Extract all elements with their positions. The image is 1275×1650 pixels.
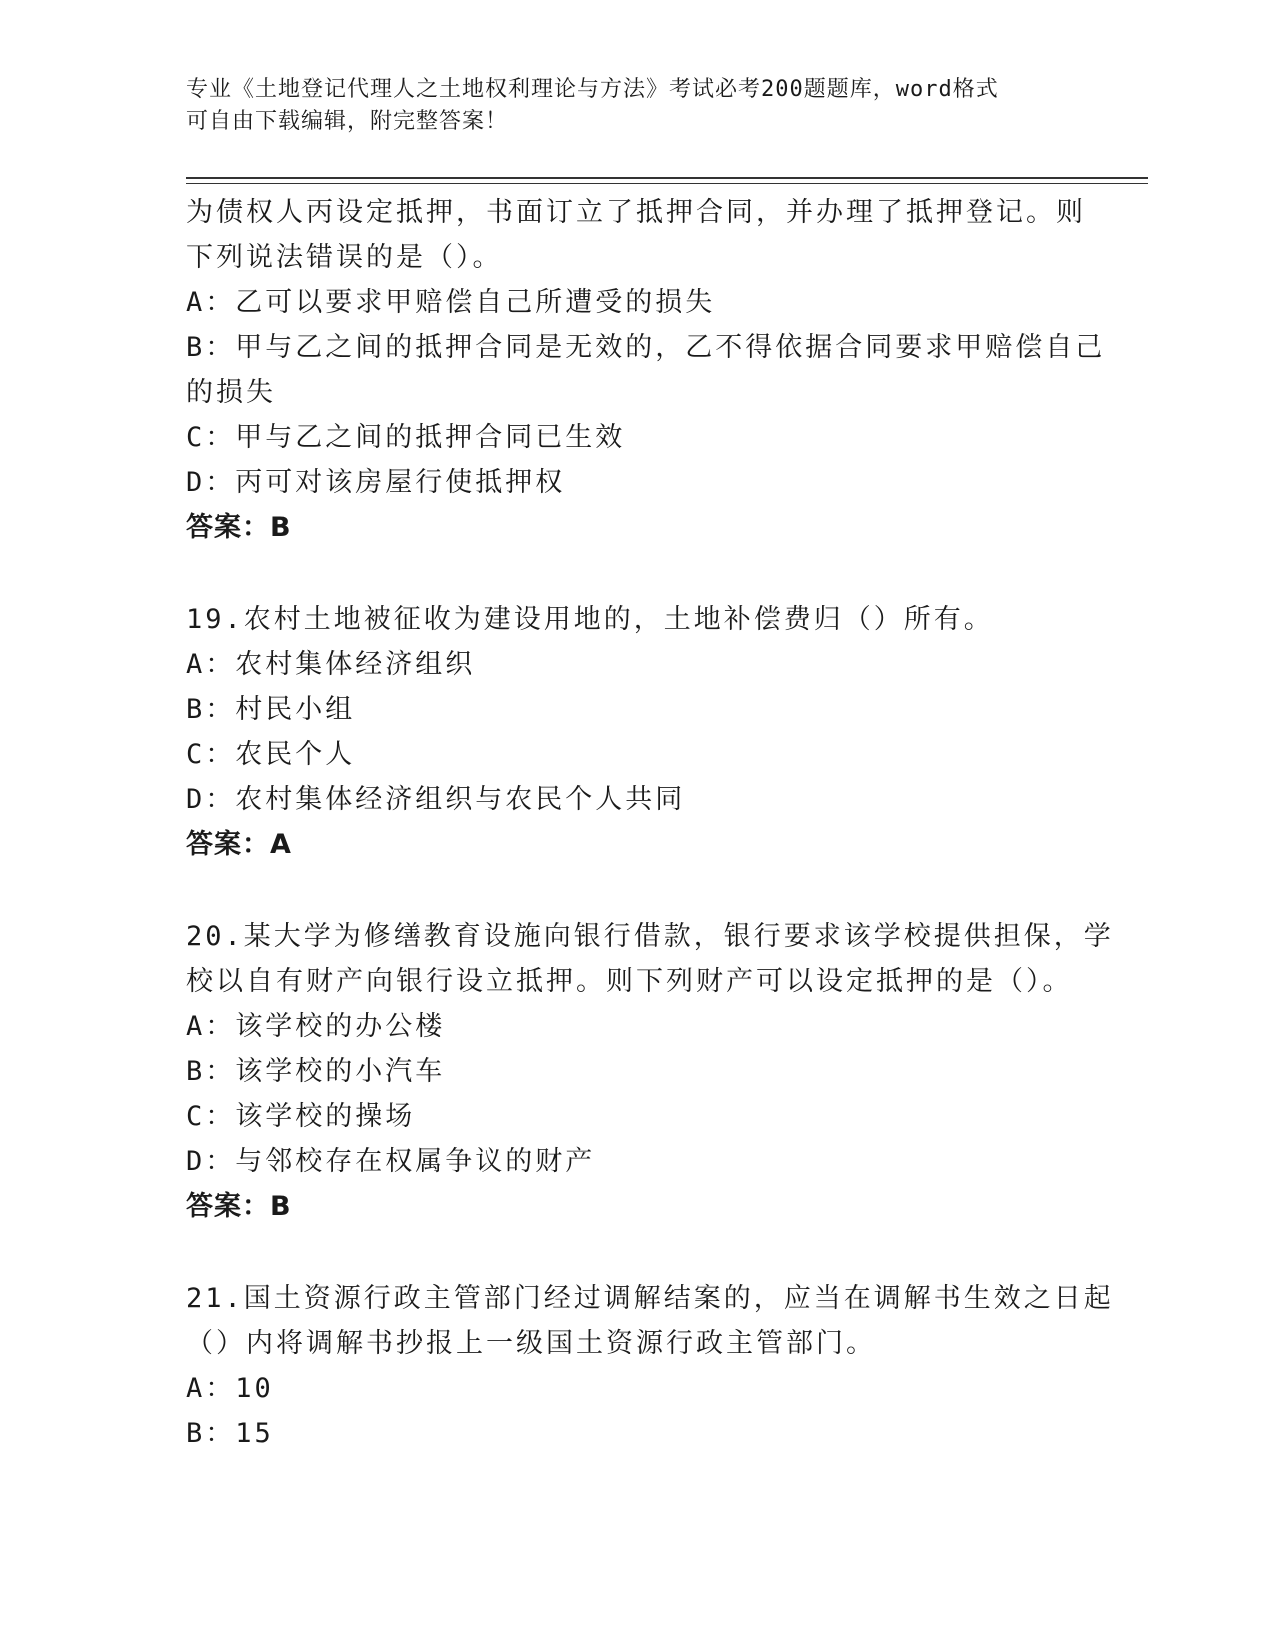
header-divider bbox=[186, 177, 1148, 179]
question-stem: 21.国土资源行政主管部门经过调解结案的，应当在调解书生效之日起 bbox=[186, 1283, 1114, 1314]
question-content bbox=[186, 190, 1114, 1456]
option-b-continued: 的损失 bbox=[186, 377, 276, 408]
question-18 bbox=[186, 190, 1106, 550]
option-c: C：该学校的操场 bbox=[186, 1101, 416, 1132]
question-stem: 19.农村土地被征收为建设用地的，土地补偿费归（）所有。 bbox=[186, 604, 994, 635]
option-c: C：甲与乙之间的抵押合同已生效 bbox=[186, 422, 626, 453]
question-21 bbox=[186, 1276, 1114, 1456]
question-stem: 校以自有财产向银行设立抵押。则下列财产可以设定抵押的是（）。 bbox=[186, 966, 1073, 997]
option-a: A：农村集体经济组织 bbox=[186, 649, 476, 680]
answer: 答案：B bbox=[186, 512, 292, 543]
question-stem: 下列说法错误的是（）。 bbox=[186, 242, 503, 273]
question-stem: 为债权人丙设定抵押，书面订立了抵押合同，并办理了抵押登记。则 bbox=[186, 197, 1086, 228]
header-divider-thin bbox=[186, 183, 1148, 184]
option-d: D：与邻校存在权属争议的财产 bbox=[186, 1146, 596, 1177]
answer: 答案：A bbox=[186, 829, 292, 860]
option-d: D：农村集体经济组织与农民个人共同 bbox=[186, 784, 686, 815]
option-d: D：丙可对该房屋行使抵押权 bbox=[186, 467, 566, 498]
question-stem: （）内将调解书抄报上一级国土资源行政主管部门。 bbox=[186, 1328, 876, 1359]
question-20 bbox=[186, 914, 1114, 1229]
option-b: B：村民小组 bbox=[186, 694, 356, 725]
option-a: A：该学校的办公楼 bbox=[186, 1011, 446, 1042]
option-b: B：甲与乙之间的抵押合同是无效的，乙不得依据合同要求甲赔偿自己 bbox=[186, 332, 1106, 363]
header-line-2: 可自由下载编辑，附完整答案！ bbox=[186, 109, 509, 134]
question-stem: 20.某大学为修缮教育设施向银行借款，银行要求该学校提供担保，学 bbox=[186, 921, 1114, 952]
question-19 bbox=[186, 597, 1086, 867]
option-a: A：10 bbox=[186, 1373, 274, 1404]
option-a: A：乙可以要求甲赔偿自己所遭受的损失 bbox=[186, 287, 716, 318]
option-b: B：该学校的小汽车 bbox=[186, 1056, 446, 1087]
answer: 答案：B bbox=[186, 1191, 292, 1222]
option-b: B：15 bbox=[186, 1418, 274, 1449]
header-line-1: 专业《土地登记代理人之土地权利理论与方法》考试必考200题题库，word格式 bbox=[186, 77, 999, 102]
option-c: C：农民个人 bbox=[186, 739, 356, 770]
document-header bbox=[186, 74, 1106, 138]
